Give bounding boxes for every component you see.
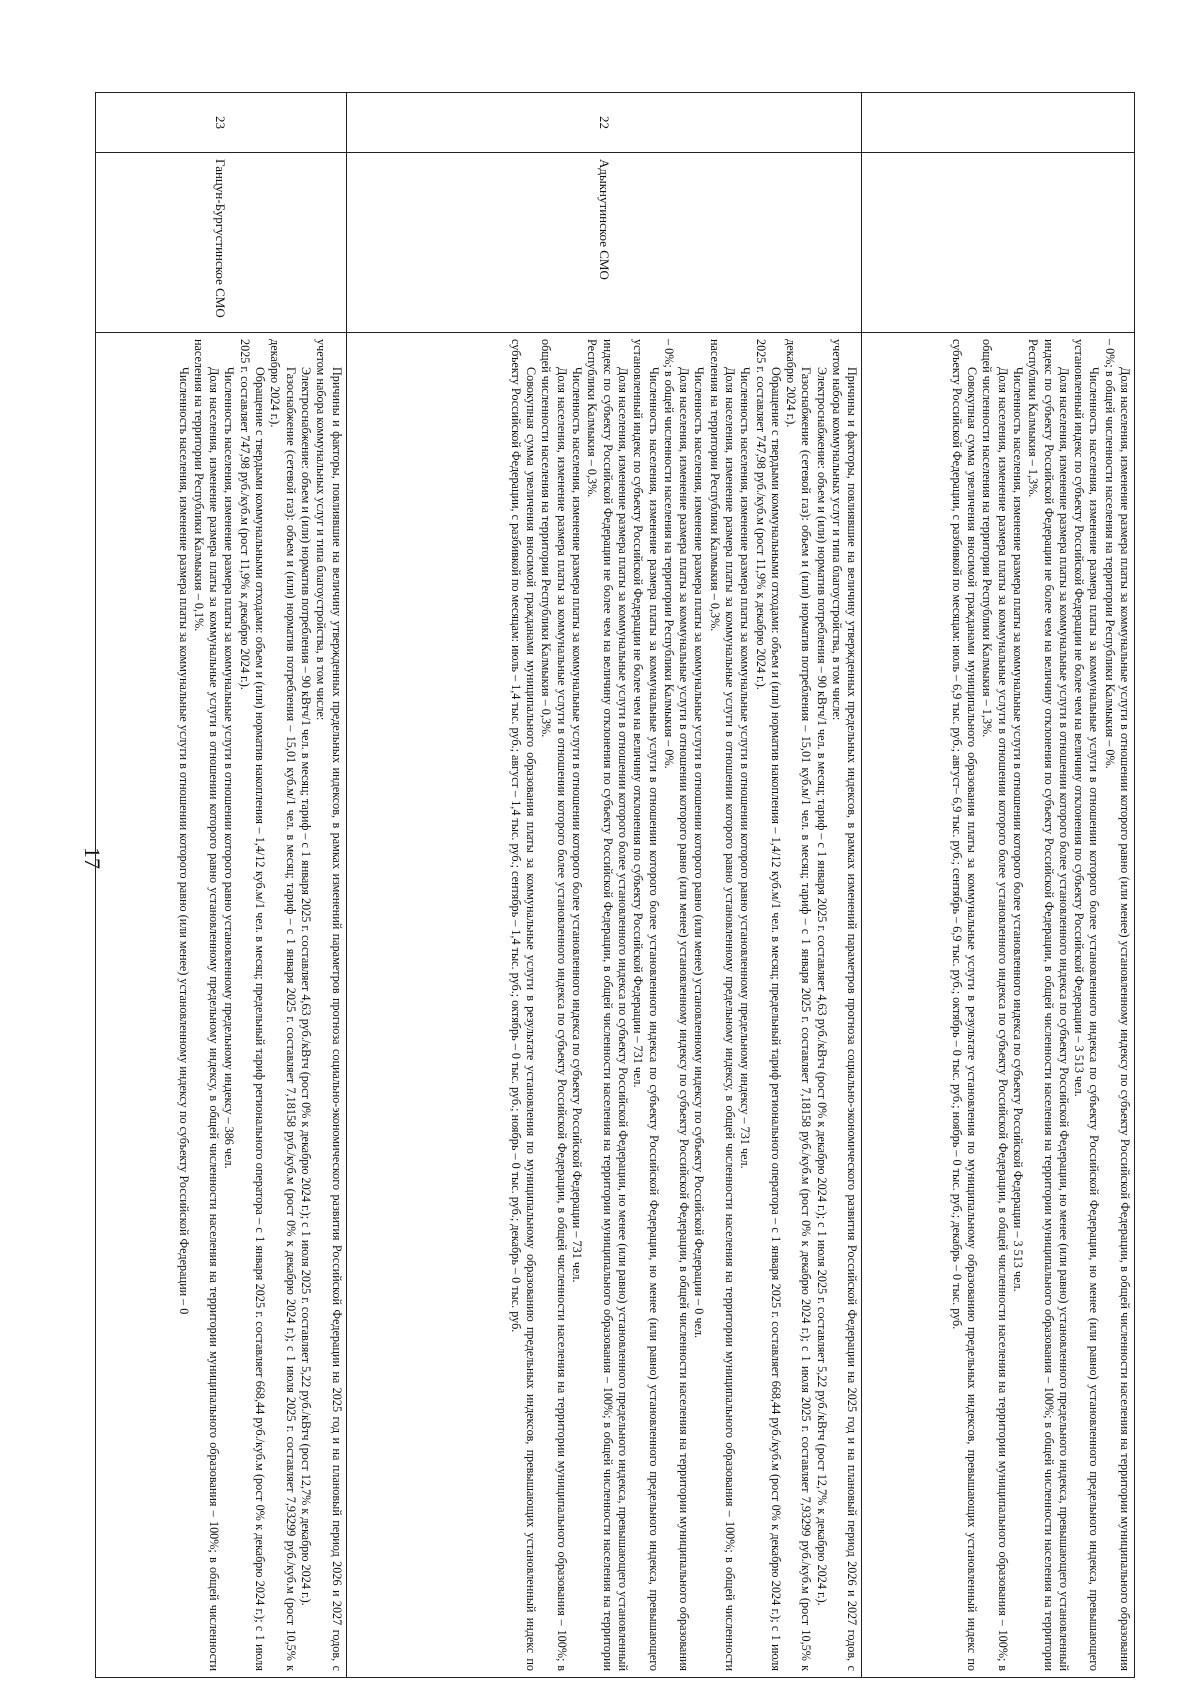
table-row (346, 93, 862, 1678)
paragraph: Обращение с твердыми коммунальными отходами: объем и (или) норматив накопления – 1,4/12 куб.м/1 чел. в месяц; предельный тариф регионального оператора – с 1 января 2025 г. составляет 668,44 руб./куб.м (рост 0% к декабрю 2024 г.); с 1 июля 2025 г. составляет 747,98 руб./куб.м (рост 11,9% к декабрю 2024 г.). (753, 339, 783, 1671)
paragraph: Совокупная сумма увеличения вносимой гражданами муниципального образования платы за коммунальные услуги в результате установления по муниципальному образованию предельных индексов, превышающих установленный индекс по субъекту Российской Федерации, с разбивкой по месяцам: июль – 6,9 тыс. руб.; август– 6,9 тыс. руб.; сентябрь – 6,9 тыс. руб.; октябрь – 0 тыс. руб.; ноябрь – 0 тыс. руб.; декабрь – 0 тыс. руб. (949, 339, 980, 1671)
paragraph: Доля населения, изменение размера платы за коммунальные услуги в отношении которого более установленного индекса по субъекту Российской Федерации, в общей численности населения на территории муниципального образования – 100%; в общей численности населения на территории Республики Калмыкия – 1,3%. (980, 339, 1010, 1671)
paragraph: Численность населения, изменение размера платы за коммунальные услуги в отношении которого равно (или менее) установленному индексу по субъекту Российской Федерации – 0 (176, 367, 191, 1315)
paragraph: Доля населения, изменение размера платы за коммунальные услуги в отношении которого равно установленному предельному индексу, в общей численности населения на территории муниципального образования – 100%; в общей численности населения на территории Республики Калмыкия – 0,1%. (191, 339, 222, 1671)
description-cell (96, 333, 347, 1678)
paragraph: Доля населения, изменение размера платы за коммунальные услуги в отношении которого более установленного индекса по субъекту Российской Федерации, но менее (или равно) установленного предельного индекса, превышающего установленный индекс по субъекту Российской Федерации не более чем на величину отклонения по субъекту Российской Федерации, в общей численности населения на территории муниципального образования – 100%; в общей численности населения на территории Республики Калмыкия – 0,3%. (585, 339, 630, 1671)
paragraph: Численность населения, изменение размера платы за коммунальные услуги в отношении которого равно установленному предельному индексу – 731 чел. (738, 367, 753, 1169)
municipality-name (862, 153, 1135, 333)
municipality-name: Ганцун-Бургустинское СМО (96, 153, 347, 333)
paragraph: Газоснабжение (сетевой газ): объем и (или) норматив потребления – 15,01 куб.м/1 чел. в месяц; тариф – с 1 января 2025 г. составляет 7,18158 руб./куб.м (рост 0% к декабрю 2024 г.); с 1 июля 2025 г. составляет 7,93299 руб./куб.м (рост 10,5% к декабрю 2024 г.). (784, 339, 814, 1671)
paragraph: Численность населения, изменение размера платы за коммунальные услуги в отношении которого более установленного индекса по субъекту Российской Федерации – 731 чел. (570, 367, 585, 1283)
paragraph: Причины и факторы, повлиявшие на величину утвержденных предельных индексов, в рамках изменений параметров прогноза социально-экономического развития Российской Федерации на 2025 год и на плановый период 2026 и 2027 годов, с учетом набора коммунальных услуг и типа благоустройства, в том числе: (314, 339, 344, 1671)
paragraph: Численность населения, изменение размера платы за коммунальные услуги в отношении которого более установленного индекса по субъекту Российской Федерации, но менее (или равно) установленного предельного индекса, превышающего установленный индекс по субъекту Российской Федерации не более чем на величину отклонения по субъекту Российской Федерации – 731 чел. (631, 339, 661, 1671)
paragraph: Доля населения, изменение размера платы за коммунальные услуги в отношении которого более установленного индекса по субъекту Российской Федерации, в общей численности населения на территории муниципального образования – 100%; в общей численности населения на территории Республики Калмыкия – 0,3%. (539, 339, 569, 1671)
rotated-table-container (95, 92, 1135, 1677)
paragraph: Доля населения, изменение размера платы за коммунальные услуги в отношении которого равно установленному предельному индексу, в общей численности населения на территории муниципального образования – 100%; в общей численности населения на территории Республики Калмыкия – 0,3%. (707, 339, 738, 1671)
paragraph: Доля населения, изменение размера платы за коммунальные услуги в отношении которого равно (или менее) установленному индексу по субъекту Российской Федерации, в общей численности населения на территории муниципального образования – 0%; в общей численности населения на территории Республики Калмыкия – 0%. (1102, 339, 1132, 1671)
page-number: 17 (80, 847, 105, 869)
paragraph: Численность населения, изменение размера платы за коммунальные услуги в отношении которого более установленного индекса по субъекту Российской Федерации – 3 513 чел. (1010, 367, 1025, 1292)
paragraph: Электроснабжение: объем и (или) норматив потребления – 90 кВтч/1 чел. в месяц; тариф – с 1 января 2025 г. составляет 4,63 руб./кВтч (рост 0% к декабрю 2024 г.); с 1 июля 2025 г. составляет 5,22 руб./кВтч (рост 12,7% к декабрю 2024 г.). (814, 367, 829, 1606)
paragraph: Численность населения, изменение размера платы за коммунальные услуги в отношении которого равно (или менее) установленному индексу по субъекту Российской Федерации – 0 чел. (692, 367, 707, 1339)
municipality-name: Адыкнутинское СМО (346, 153, 862, 333)
indices-table (95, 92, 1135, 1678)
row-number: 22 (346, 93, 862, 153)
paragraph: Электроснабжение: объем и (или) норматив потребления – 90 кВтч/1 чел. в месяц; тариф – с 1 января 2025 г. составляет 4,63 руб./кВтч (рост 0% к декабрю 2024 г.); с 1 июля 2025 г. составляет 5,22 руб./кВтч (рост 12,7% к декабрю 2024 г.). (298, 367, 313, 1606)
paragraph: Численность населения, изменение размера платы за коммунальные услуги в отношении которого равно установленному предельному индексу – 386 чел. (222, 367, 237, 1169)
description-cell (862, 333, 1135, 1678)
paragraph: Причины и факторы, повлиявшие на величину утвержденных предельных индексов, в рамках изменений параметров прогноза социально-экономического развития Российской Федерации на 2025 год и на плановый период 2026 и 2027 годов, с учетом набора коммунальных услуг и типа благоустройства, в том числе: (830, 339, 860, 1671)
paragraph: Газоснабжение (сетевой газ): объем и (или) норматив потребления – 15,01 куб.м/1 чел. в месяц; тариф – с 1 января 2025 г. составляет 7,18158 руб./куб.м (рост 0% к декабрю 2024 г.); с 1 июля 2025 г. составляет 7,93299 руб./куб.м (рост 10,5% к декабрю 2024 г.). (268, 339, 298, 1671)
paragraph: Доля населения, изменение размера платы за коммунальные услуги в отношении которого более установленного индекса по субъекту Российской Федерации, но менее (или равно) установленного предельного индекса, превышающего установленный индекс по субъекту Российской Федерации не более чем на величину отклонения по субъекту Российской Федерации, в общей численности населения на территории муниципального образования – 100%; в общей численности населения на территории Республики Калмыкия – 1,3%. (1026, 339, 1071, 1671)
paragraph: Совокупная сумма увеличения вносимой гражданами муниципального образования платы за коммунальные услуги в результате установления по муниципальному образованию предельных индексов, превышающих установленный индекс по субъекту Российской Федерации, с разбивкой по месяцам: июль – 1,4 тыс. руб.; август – 1,4 тыс. руб.; сентябрь – 1,4 тыс. руб.; октябрь – 0 тыс. руб.; ноябрь – 0 тыс. руб.; декабрь – 0 тыс. руб. (508, 339, 539, 1671)
paragraph: Численность населения, изменение размера платы за коммунальные услуги в отношении которого более установленного индекса по субъекту Российской Федерации, но менее (или равно) установленного предельного индекса, превышающего установленный индекс по субъекту Российской Федерации не более чем на величину отклонения по субъекту Российской Федерации – 3 513 чел. (1072, 339, 1102, 1671)
row-number (862, 93, 1135, 153)
table-row (862, 93, 1135, 1678)
description-cell (346, 333, 862, 1678)
row-number: 23 (96, 93, 347, 153)
paragraph: Обращение с твердыми коммунальными отходами: объем и (или) норматив накопления – 1,4/12 куб.м/1 чел. в месяц; предельный тариф регионального оператора – с 1 января 2025 г. составляет 668,44 руб./куб.м (рост 0% к декабрю 2024 г.); с 1 июля 2025 г. составляет 747,98 руб./куб.м (рост 11,9% к декабрю 2024 г.). (237, 339, 268, 1671)
paragraph: Доля населения, изменение размера платы за коммунальные услуги в отношении которого равно (или менее) установленному индексу по субъекту Российской Федерации, в общей численности населения на территории муниципального образования – 0%; в общей численности населения на территории Республики Калмыкия – 0%. (661, 339, 692, 1671)
table-row (96, 93, 347, 1678)
